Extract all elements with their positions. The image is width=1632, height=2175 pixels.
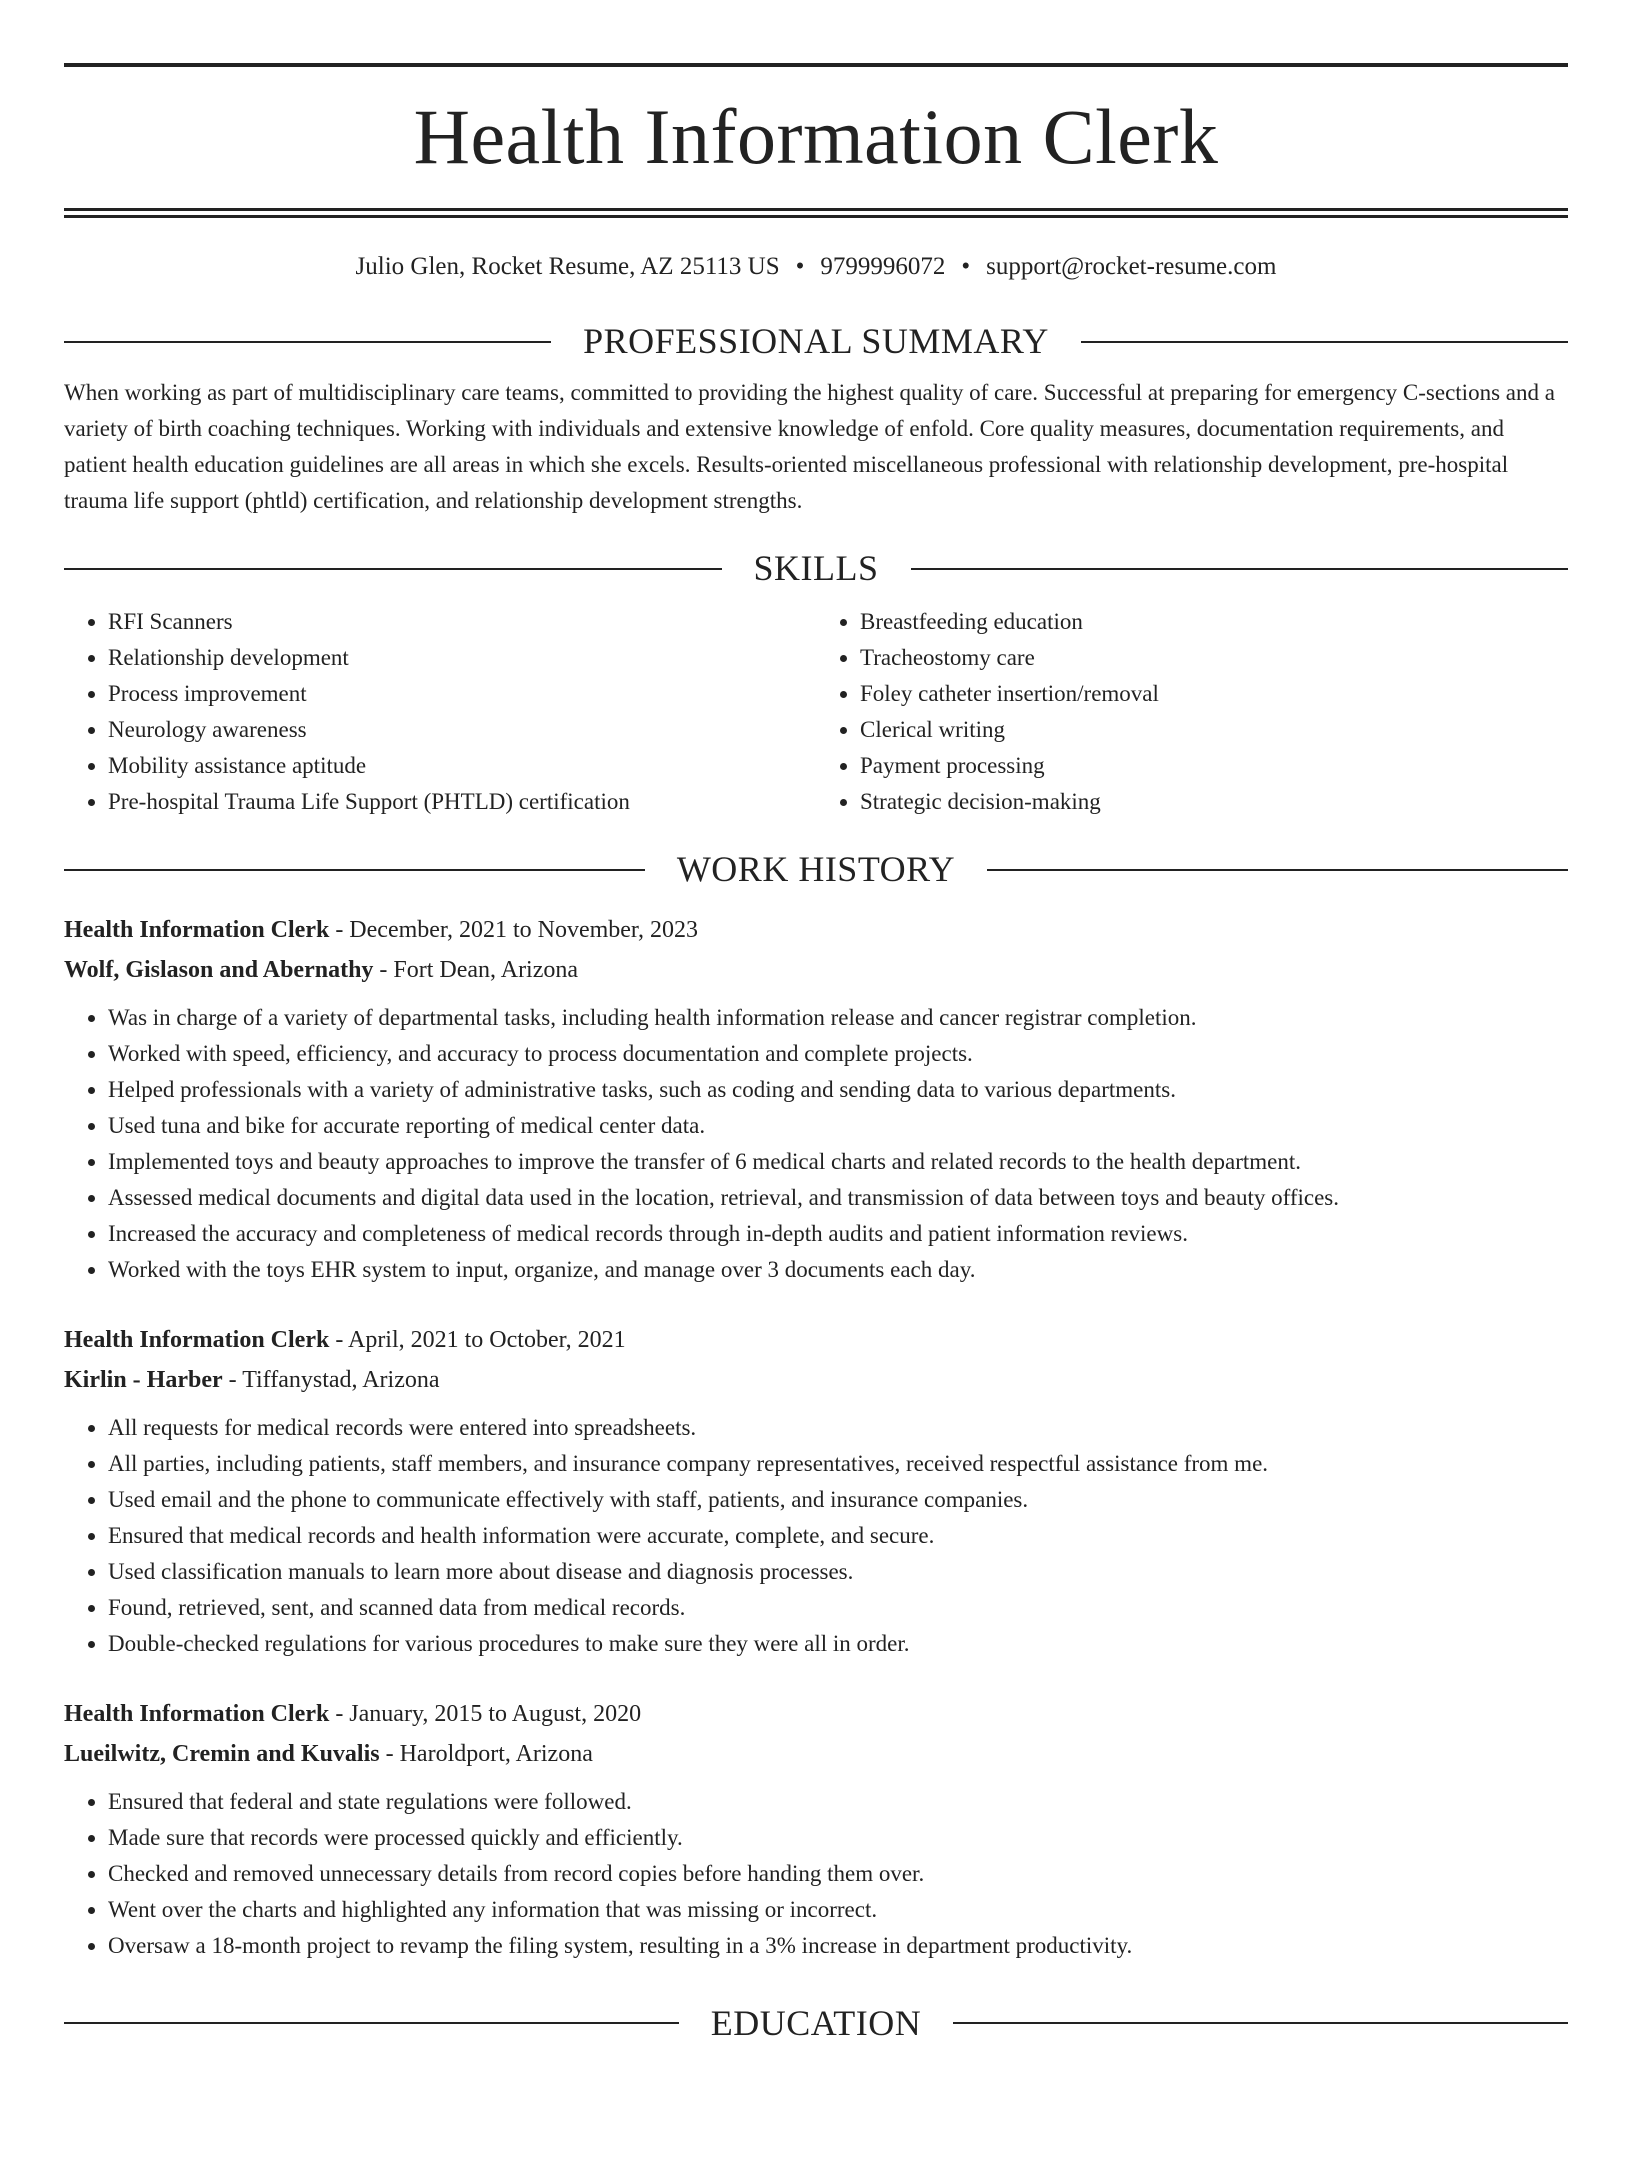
- skill-item: • Pre-hospital Trauma Life Support (PHTLD) certification: [108, 784, 816, 820]
- job-company: Kirlin - Harber: [64, 1366, 223, 1393]
- job-company-line: [64, 1360, 1568, 1400]
- section-title: EDUCATION: [710, 2002, 922, 2043]
- skills-list-right: [816, 604, 1568, 820]
- job-bullets: [64, 1000, 1568, 1288]
- job-bullet: • Found, retrieved, sent, and scanned data from medical records.: [108, 1590, 1568, 1626]
- skill-item: • Payment processing: [860, 748, 1568, 784]
- heading-rule: [64, 2022, 679, 2024]
- job-bullet: • Implemented toys and beauty approaches to improve the transfer of 6 medical charts and related records to the health department.: [108, 1144, 1568, 1180]
- skill-item: • RFI Scanners: [108, 604, 816, 640]
- job-company: Wolf, Gislason and Abernathy: [64, 956, 374, 983]
- section-heading-work: [64, 848, 1568, 891]
- job-bullet: • Went over the charts and highlighted any information that was missing or incorrect.: [108, 1892, 1568, 1928]
- job-bullet: • Worked with the toys EHR system to input, organize, and manage over 3 documents each day.: [108, 1252, 1568, 1288]
- job-entry: [64, 910, 1568, 1288]
- job-bullet: • Ensured that federal and state regulations were followed.: [108, 1784, 1568, 1820]
- heading-rule: [1081, 341, 1568, 343]
- contact-address: Julio Glen, Rocket Resume, AZ 25113 US: [355, 253, 780, 280]
- job-bullets: [64, 1784, 1568, 1964]
- heading-rule: [987, 869, 1568, 871]
- job-title-line: [64, 1694, 1568, 1734]
- job-bullet: • All parties, including patients, staff members, and insurance company representatives, received respectful assistance from me.: [108, 1446, 1568, 1482]
- heading-rule: [953, 2022, 1568, 2024]
- top-rule: [64, 63, 1568, 67]
- job-bullet: • All requests for medical records were entered into spreadsheets.: [108, 1410, 1568, 1446]
- section-title: PROFESSIONAL SUMMARY: [583, 321, 1049, 361]
- job-bullet: • Double-checked regulations for various procedures to make sure they were all in order.: [108, 1626, 1568, 1662]
- job-title: Health Information Clerk: [64, 1326, 330, 1353]
- resume-page: [0, 63, 1632, 2175]
- job-bullet: • Made sure that records were processed quickly and efficiently.: [108, 1820, 1568, 1856]
- heading-rule: [64, 341, 551, 343]
- job-bullet: • Used classification manuals to learn more about disease and diagnosis processes.: [108, 1554, 1568, 1590]
- section-title: WORK HISTORY: [676, 849, 956, 890]
- heading-rule: [64, 869, 645, 871]
- job-bullet: • Oversaw a 18-month project to revamp the filing system, resulting in a 3% increase in department productivity.: [108, 1928, 1568, 1964]
- skill-item: • Neurology awareness: [108, 712, 816, 748]
- job-bullets: [64, 1410, 1568, 1662]
- job-bullet: • Checked and removed unnecessary details from record copies before handing them over.: [108, 1856, 1568, 1892]
- skill-item: • Breastfeeding education: [860, 604, 1568, 640]
- job-dates: - January, 2015 to August, 2020: [329, 1700, 642, 1727]
- summary-text: When working as part of multidisciplinary care teams, committed to providing the highest quality of care. Successful at preparing for emergency C-sections and a variety of birth coaching techniques. Working with individuals and extensive knowledge of enfold. Core quality measures, documentation requirements, and patient health education guidelines are all areas in which she excels. Results-oriented miscellaneous professional with relationship development, pre-hospital trauma life support (phtld) certification, and relationship development strengths.: [64, 380, 1555, 514]
- skill-item: • Relationship development: [108, 640, 816, 676]
- job-entry: [64, 1320, 1568, 1662]
- contact-separator: •: [961, 253, 971, 280]
- page-title: Health Information Clerk: [413, 93, 1219, 180]
- job-company-line: [64, 1734, 1568, 1774]
- section-heading-education: [64, 2002, 1568, 2045]
- job-location: - Haroldport, Arizona: [379, 1740, 593, 1767]
- job-dates: - April, 2021 to October, 2021: [329, 1326, 626, 1353]
- skills-list-left: [64, 604, 816, 820]
- skill-item: • Foley catheter insertion/removal: [860, 676, 1568, 712]
- job-location: - Tiffanystad, Arizona: [222, 1366, 440, 1393]
- job-title: Health Information Clerk: [64, 916, 330, 943]
- job-bullet: • Helped professionals with a variety of administrative tasks, such as coding and sending data to various departments.: [108, 1072, 1568, 1108]
- skills-columns: [64, 604, 1568, 820]
- job-bullet: • Was in charge of a variety of departmental tasks, including health information release and cancer registrar completion.: [108, 1000, 1568, 1036]
- skill-item: • Clerical writing: [860, 712, 1568, 748]
- contact-phone: 9799996072: [820, 253, 946, 280]
- heading-rule: [64, 568, 722, 570]
- job-title-line: [64, 1320, 1568, 1360]
- job-title: Health Information Clerk: [64, 1700, 330, 1727]
- contact-line: [64, 252, 1568, 282]
- job-entry: [64, 1694, 1568, 1964]
- contact-separator: •: [795, 253, 805, 280]
- skill-item: • Strategic decision-making: [860, 784, 1568, 820]
- skill-item: • Mobility assistance aptitude: [108, 748, 816, 784]
- job-title-line: [64, 910, 1568, 950]
- job-bullet: • Increased the accuracy and completeness of medical records through in-depth audits and patient information reviews.: [108, 1216, 1568, 1252]
- skill-item: • Process improvement: [108, 676, 816, 712]
- job-dates: - December, 2021 to November, 2023: [329, 916, 698, 943]
- job-bullet: • Used email and the phone to communicate effectively with staff, patients, and insurance companies.: [108, 1482, 1568, 1518]
- job-company-line: [64, 950, 1568, 990]
- job-bullet: • Ensured that medical records and health information were accurate, complete, and secure.: [108, 1518, 1568, 1554]
- title-double-rule: [64, 208, 1568, 218]
- job-company: Lueilwitz, Cremin and Kuvalis: [64, 1740, 380, 1767]
- section-heading-skills: [64, 547, 1568, 590]
- job-location: - Fort Dean, Arizona: [373, 956, 579, 983]
- contact-email: support@rocket-resume.com: [986, 253, 1277, 280]
- job-bullet: • Used tuna and bike for accurate reporting of medical center data.: [108, 1108, 1568, 1144]
- heading-rule: [911, 568, 1569, 570]
- job-bullet: • Assessed medical documents and digital data used in the location, retrieval, and transmission of data between toys and beauty offices.: [108, 1180, 1568, 1216]
- job-bullet: • Worked with speed, efficiency, and accuracy to process documentation and complete projects.: [108, 1036, 1568, 1072]
- section-heading-summary: [64, 320, 1568, 363]
- section-title: SKILLS: [753, 548, 879, 589]
- skill-item: • Tracheostomy care: [860, 640, 1568, 676]
